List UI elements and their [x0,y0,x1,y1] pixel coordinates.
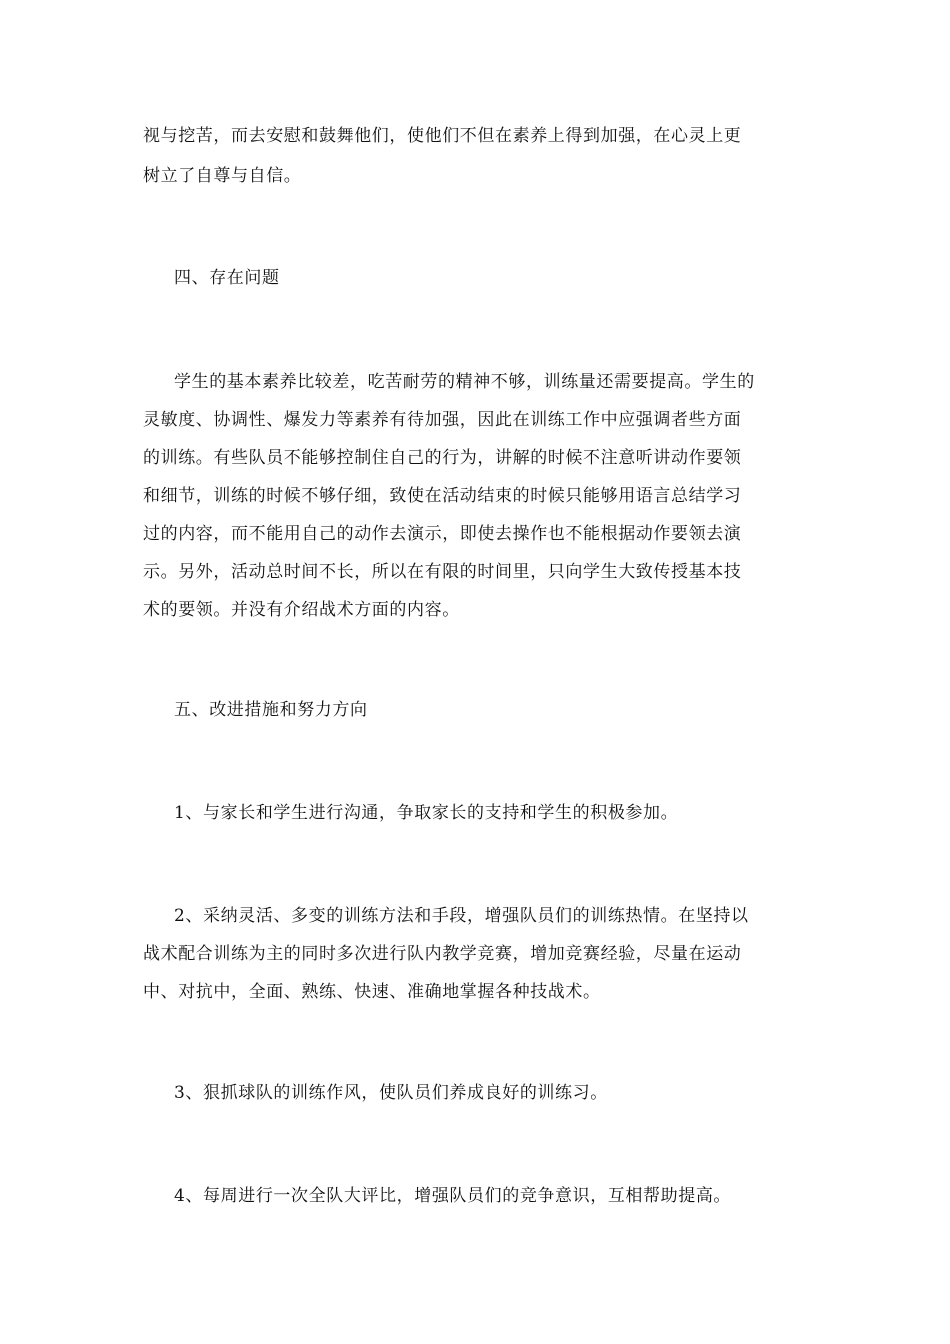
section-heading-4: 四、存在问题 [174,268,280,288]
text-line: 灵敏度、协调性、爆发力等素养有待加强，因此在训练工作中应强调者些方面 [143,410,742,430]
text-line: 和细节，训练的时候不够仔细，致使在活动结束的时候只能够用语言总结学习 [143,486,742,506]
list-item-4: 4、每周进行一次全队大评比，增强队员们的竞争意识，互相帮助提高。 [174,1186,732,1206]
text-line: 视与挖苦，而去安慰和鼓舞他们，使他们不但在素养上得到加强，在心灵上更 [143,126,742,146]
text-line: 术的要领。并没有介绍战术方面的内容。 [143,600,460,620]
section-heading-5: 五、改进措施和努力方向 [174,700,368,720]
text-line: 的训练。有些队员不能够控制住自己的行为，讲解的时候不注意听讲动作要领 [143,448,742,468]
text-line: 中、对抗中，全面、熟练、快速、准确地掌握各种技战术。 [143,982,601,1002]
text-line: 树立了自尊与自信。 [143,166,302,186]
text-line: 战术配合训练为主的同时多次进行队内教学竞赛，增加竞赛经验，尽量在运动 [143,944,742,964]
text-line: 学生的基本素养比较差，吃苦耐劳的精神不够，训练量还需要提高。学生的 [174,372,755,392]
text-line: 2、采纳灵活、多变的训练方法和手段，增强队员们的训练热情。在坚持以 [174,906,749,926]
list-item-3: 3、狠抓球队的训练作风，使队员们养成良好的训练习。 [174,1083,608,1103]
list-item-1: 1、与家长和学生进行沟通，争取家长的支持和学生的积极参加。 [174,803,679,823]
text-line: 示。另外，活动总时间不长，所以在有限的时间里，只向学生大致传授基本技 [143,562,742,582]
text-line: 过的内容，而不能用自己的动作去演示，即使去操作也不能根据动作要领去演 [143,524,742,544]
